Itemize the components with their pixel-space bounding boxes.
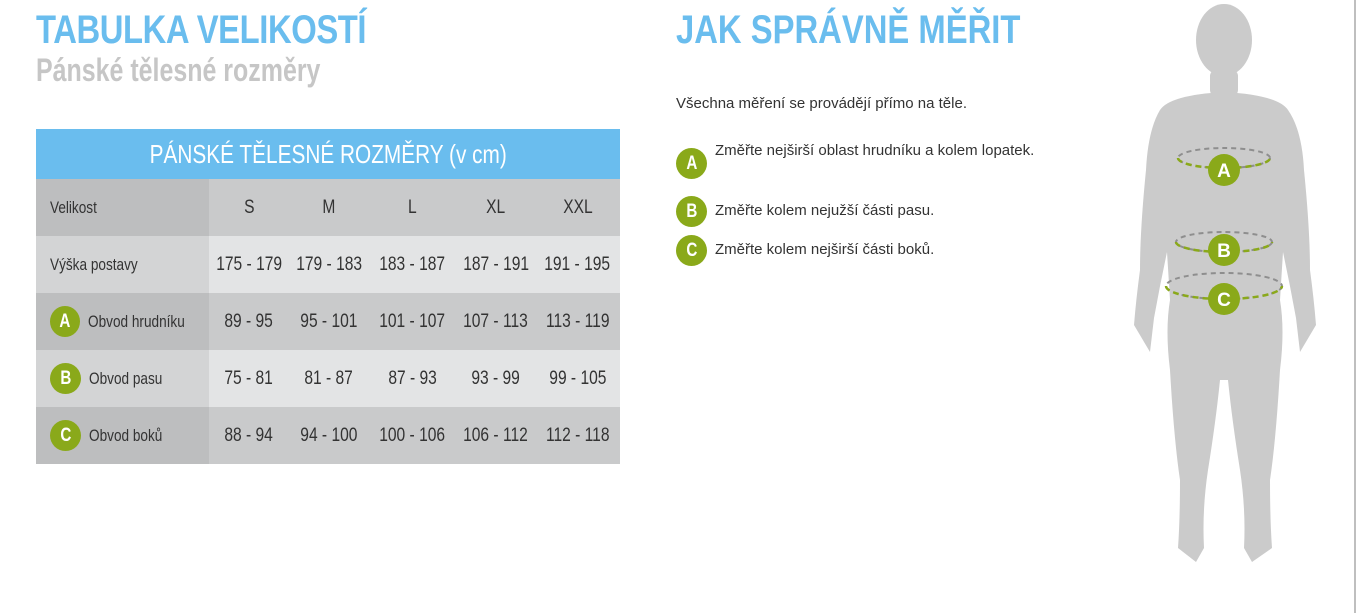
table-header-row [36, 179, 620, 236]
body-figure [1120, 0, 1330, 570]
table-cell: 100 - 106 [369, 407, 456, 464]
size-header: L [369, 179, 456, 236]
measure-intro: Všechna měření se provádějí přímo na těle. [676, 95, 967, 112]
table-row [36, 407, 620, 464]
table-cell: 89 - 95 [209, 293, 289, 350]
marker-a-label: A [1217, 161, 1231, 182]
row-label: A Obvod hrudníku [36, 293, 209, 350]
table-cell: 113 - 119 [535, 293, 620, 350]
table-cell: 179 - 183 [289, 236, 369, 293]
badge-c: C [676, 235, 707, 266]
size-header: XL [456, 179, 535, 236]
step-a [676, 138, 1046, 179]
table-cell: 81 - 87 [289, 350, 369, 407]
row-label: C Obvod boků [36, 407, 209, 464]
page-edge-divider [1354, 0, 1356, 613]
page-title: TABULKA VELIKOSTÍ [36, 8, 367, 52]
table-row [36, 293, 620, 350]
table-cell: 175 - 179 [209, 236, 289, 293]
size-header: XXL [535, 179, 620, 236]
table-cell: 101 - 107 [369, 293, 456, 350]
step-c [676, 235, 1046, 266]
table-row [36, 350, 620, 407]
table-row [36, 236, 620, 293]
size-header: S [209, 179, 289, 236]
table-cell: 112 - 118 [535, 407, 620, 464]
step-b [676, 196, 1046, 227]
row-label: B Obvod pasu [36, 350, 209, 407]
marker-b [1208, 234, 1240, 266]
page-subtitle: Pánské tělesné rozměry [36, 52, 321, 88]
table-cell: 93 - 99 [456, 350, 535, 407]
step-text: Změřte nejširší oblast hrudníku a kolem lopatek. [715, 142, 1035, 159]
table-cell: 107 - 113 [456, 293, 535, 350]
size-header: M [289, 179, 369, 236]
badge-a: A [676, 148, 707, 179]
table-cell: 87 - 93 [369, 350, 456, 407]
marker-a [1208, 154, 1240, 186]
table-cell: 106 - 112 [456, 407, 535, 464]
row-label: Výška postavy [36, 236, 209, 293]
table-cell: 187 - 191 [456, 236, 535, 293]
measure-title: JAK SPRÁVNĚ MĚŘIT [676, 8, 1021, 52]
badge-b: B [50, 363, 81, 394]
table-cell: 75 - 81 [209, 350, 289, 407]
table-cell: 191 - 195 [535, 236, 620, 293]
table-cell: 183 - 187 [369, 236, 456, 293]
table-cell: 95 - 101 [289, 293, 369, 350]
step-text: Změřte kolem nejužší části pasu. [715, 202, 935, 219]
marker-b-label: B [1217, 241, 1231, 262]
step-text: Změřte kolem nejširší části boků. [715, 241, 935, 258]
badge-a: A [50, 306, 80, 337]
size-table [36, 129, 620, 464]
body-silhouette [1134, 4, 1316, 562]
badge-c: C [50, 420, 81, 451]
marker-c [1208, 283, 1240, 315]
table-cell: 99 - 105 [535, 350, 620, 407]
table-cell: 94 - 100 [289, 407, 369, 464]
size-label-cell: Velikost [36, 179, 209, 236]
badge-b: B [676, 196, 707, 227]
marker-c-label: C [1217, 290, 1231, 311]
table-caption: PÁNSKÉ TĚLESNÉ ROZMĚRY (v cm) [36, 129, 620, 179]
table-cell: 88 - 94 [209, 407, 289, 464]
